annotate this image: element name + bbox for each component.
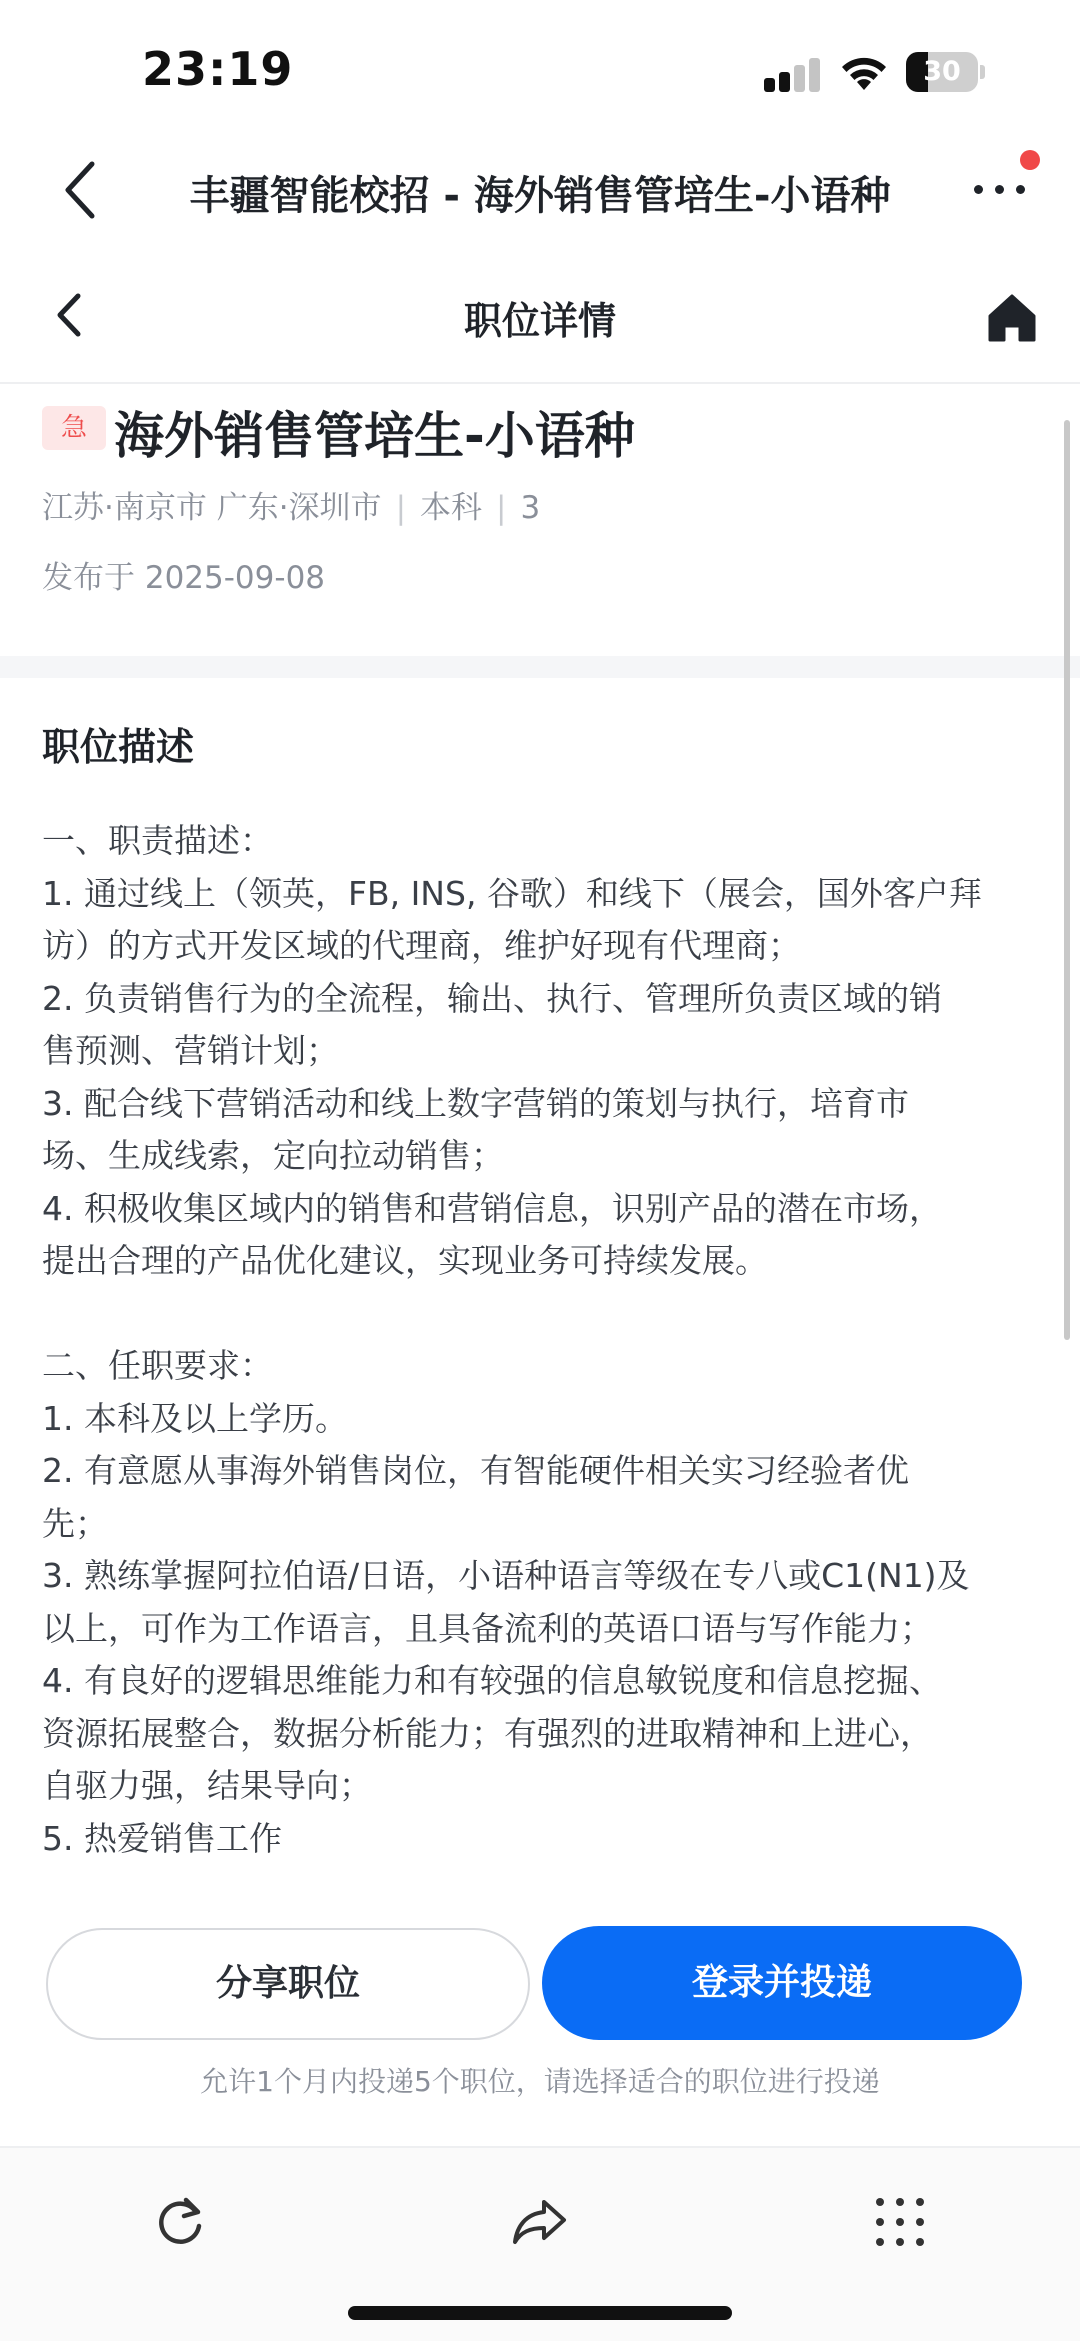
- status-time: 23:19: [142, 42, 294, 96]
- page-nav: [0, 260, 1080, 384]
- signal-icon: [764, 58, 822, 92]
- description-line: 3. 熟练掌握阿拉伯语/日语，小语种语言等级在专八或C1(N1)及: [42, 1556, 970, 1595]
- description-line: 先；: [42, 1503, 108, 1543]
- refresh-icon[interactable]: [150, 2192, 210, 2252]
- description-line: 二、任职要求：: [42, 1346, 273, 1385]
- description-body: [42, 815, 1038, 1865]
- page-title: 职位详情: [463, 299, 616, 343]
- battery-icon: [906, 52, 986, 92]
- description-line: 3. 配合线下营销活动和线上数字营销的策划与执行，培育市: [42, 1083, 909, 1123]
- share-forward-icon[interactable]: [510, 2192, 570, 2252]
- description-line: 5. 热爱销售工作: [42, 1818, 282, 1858]
- urgent-tag: 急: [42, 406, 106, 450]
- description-line: 一、职责描述：: [42, 821, 273, 860]
- description-spacer: [42, 1288, 1038, 1341]
- description-line: 以上，可作为工作语言，且具备流利的英语口语与写作能力；: [42, 1608, 933, 1648]
- browser-header: [0, 130, 1080, 250]
- description-line: 提出合理的产品优化建议，实现业务可持续发展。: [42, 1241, 768, 1280]
- description-line: 场、生成线索，定向拉动销售；: [42, 1136, 504, 1175]
- job-title: 海外销售管培生-小语种: [114, 407, 635, 465]
- home-icon[interactable]: [984, 290, 1040, 346]
- job-header: [0, 386, 1080, 656]
- share-job-button[interactable]: 分享职位: [46, 1928, 530, 2040]
- apply-limit-tip: 允许1个月内投递5个职位，请选择适合的职位进行投递: [200, 2065, 880, 2098]
- login-apply-button[interactable]: 登录并投递: [542, 1926, 1022, 2040]
- status-bar: [0, 0, 1080, 130]
- browser-title: 丰疆智能校招 - 海外销售管培生-小语种: [189, 173, 891, 219]
- description-line: 4. 有良好的逻辑思维能力和有较强的信息敏锐度和信息挖掘、: [42, 1661, 942, 1700]
- description-line: 2. 负责销售行为的全流程，输出、执行、管理所负责区域的销: [42, 978, 942, 1018]
- description-line: 售预测、营销计划；: [42, 1031, 339, 1070]
- description-heading: 职位描述: [42, 725, 195, 769]
- job-description: [42, 716, 1038, 1865]
- section-divider: [0, 656, 1080, 678]
- description-line: 2. 有意愿从事海外销售岗位，有智能硬件相关实习经验者优: [42, 1451, 909, 1490]
- notification-dot: [1020, 150, 1040, 170]
- job-meta: 江苏·南京市 广东·深圳市 | 本科 | 3: [42, 490, 541, 526]
- close-back-icon[interactable]: [58, 158, 102, 222]
- description-line: 4. 积极收集区域内的销售和营销信息，识别产品的潜在市场，: [42, 1188, 942, 1228]
- job-locations: 江苏·南京市 广东·深圳市: [42, 490, 382, 526]
- grid-dots-icon[interactable]: [870, 2192, 930, 2252]
- job-education: 本科: [420, 490, 483, 526]
- description-line: 1. 通过线上（领英，FB, INS, 谷歌）和线下（展会，国外客户拜: [42, 873, 982, 913]
- description-line: 资源拓展整合，数据分析能力；有强烈的进取精神和上进心，: [42, 1713, 933, 1753]
- description-line: 访）的方式开发区域的代理商，维护好现有代理商；: [42, 926, 801, 965]
- battery-level-text: 30: [923, 56, 961, 87]
- description-line: 1. 本科及以上学历。: [42, 1398, 348, 1438]
- home-indicator: [348, 2306, 732, 2320]
- job-publish-date: 发布于 2025-09-08: [42, 560, 326, 596]
- scrollbar[interactable]: [1064, 420, 1070, 1340]
- wifi-icon: [838, 52, 890, 92]
- more-menu-button[interactable]: [968, 164, 1032, 214]
- job-headcount: 3: [520, 490, 541, 526]
- description-line: 自驱力强，结果导向；: [42, 1766, 372, 1805]
